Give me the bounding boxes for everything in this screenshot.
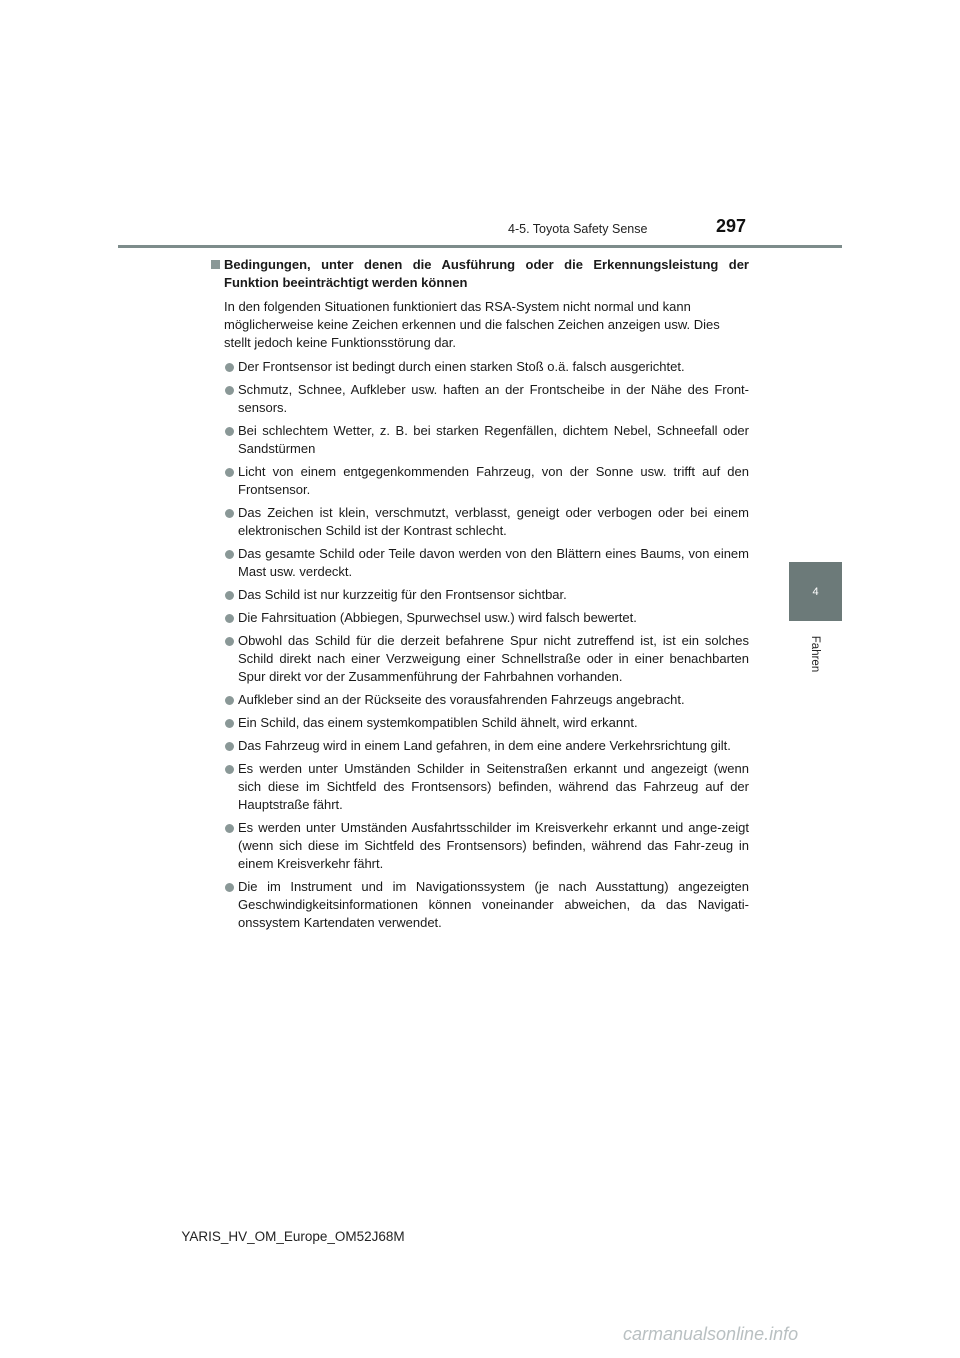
list-item bbox=[211, 422, 749, 458]
bullet-dot-icon bbox=[225, 386, 234, 395]
list-item bbox=[211, 632, 749, 686]
list-item bbox=[211, 586, 749, 604]
bullet-dot-icon bbox=[225, 363, 234, 372]
condition-list bbox=[211, 358, 749, 932]
section-title: 4-5. Toyota Safety Sense bbox=[508, 222, 648, 236]
list-item-text: Die Fahrsituation (Abbiegen, Spurwechsel usw.) wird falsch bewertet. bbox=[238, 610, 637, 625]
list-item bbox=[211, 691, 749, 709]
bullet-dot-icon bbox=[225, 427, 234, 436]
list-item-text: Schmutz, Schnee, Aufkleber usw. haften an der Frontscheibe in der Nähe des Front-sensors. bbox=[238, 382, 749, 415]
list-item bbox=[211, 760, 749, 814]
list-item-text: Bei schlechtem Wetter, z. B. bei starken Regenfällen, dichtem Nebel, Schneefall oder Sandstürmen bbox=[238, 423, 749, 456]
list-item-text: Es werden unter Umständen Schilder in Seitenstraßen erkannt und angezeigt (wenn sich diese im Sichtfeld des Frontsensors) befinden, während das Fahrzeug auf der Hauptstraße fährt. bbox=[238, 761, 749, 812]
list-item bbox=[211, 609, 749, 627]
bullet-dot-icon bbox=[225, 591, 234, 600]
bullet-dot-icon bbox=[225, 765, 234, 774]
list-item-text: Das gesamte Schild oder Teile davon werden von den Blättern eines Baums, von einem Mast usw. verdeckt. bbox=[238, 546, 749, 579]
list-item bbox=[211, 714, 749, 732]
section-heading-text: Bedingungen, unter denen die Ausführung oder die Erkennungsleistung der Funktion beeinträchtigt werden können bbox=[224, 257, 749, 290]
document-code: YARIS_HV_OM_Europe_OM52J68M bbox=[181, 1229, 405, 1244]
bullet-dot-icon bbox=[225, 637, 234, 646]
bullet-dot-icon bbox=[225, 509, 234, 518]
bullet-dot-icon bbox=[225, 719, 234, 728]
list-item-text: Der Frontsensor ist bedingt durch einen starken Stoß o.ä. falsch ausgerichtet. bbox=[238, 359, 685, 374]
square-bullet-icon bbox=[211, 260, 220, 269]
bullet-dot-icon bbox=[225, 742, 234, 751]
intro-paragraph: In den folgenden Situationen funktioniert das RSA-System nicht normal und kann möglicherweise keine Zeichen erkennen und die falschen Zeichen anzeigen usw. Dies stellt jedoch keine Funktionsstörung dar. bbox=[224, 299, 720, 350]
bullet-dot-icon bbox=[225, 696, 234, 705]
list-item bbox=[211, 463, 749, 499]
list-item-text: Das Schild ist nur kurzzeitig für den Frontsensor sichtbar. bbox=[238, 587, 567, 602]
chapter-title: Fahren bbox=[809, 635, 822, 673]
list-item bbox=[211, 545, 749, 581]
list-item bbox=[211, 737, 749, 755]
list-item-text: Das Zeichen ist klein, verschmutzt, verblasst, geneigt oder verbogen oder bei einem elektronischen Schild ist der Kontrast schlecht. bbox=[238, 505, 749, 538]
list-item-text: Ein Schild, das einem systemkompatiblen Schild ähnelt, wird erkannt. bbox=[238, 715, 638, 730]
list-item-text: Obwohl das Schild für die derzeit befahrene Spur nicht zutreffend ist, ist ein solches Schild direkt nach einer Verzweigung einer Schnellstraße oder in einer benachbarten Spur direkt vor der Zusammenführung der Fahrbahnen vorhanden. bbox=[238, 633, 749, 684]
list-item-text: Aufkleber sind an der Rückseite des vorausfahrenden Fahrzeugs angebracht. bbox=[238, 692, 685, 707]
list-item-text: Es werden unter Umständen Ausfahrtsschilder im Kreisverkehr erkannt und ange-zeigt (wenn sich diese im Sichtfeld des Frontsensors) befinden, während das Fahr-zeug in einem Kreisverkehr fährt. bbox=[238, 820, 749, 871]
page-number: 297 bbox=[716, 216, 747, 236]
list-item bbox=[211, 819, 749, 873]
list-item-text: Die im Instrument und im Navigationssystem (je nach Ausstattung) angezeigten Geschwindigkeitsinformationen können voneinander abweichen, da das Navigati-onssystem Kartendaten verwendet. bbox=[238, 879, 749, 930]
main-content bbox=[211, 256, 749, 937]
bullet-dot-icon bbox=[225, 614, 234, 623]
list-item-text: Das Fahrzeug wird in einem Land gefahren, in dem eine andere Verkehrsrichtung gilt. bbox=[238, 738, 731, 753]
chapter-number: 4 bbox=[812, 585, 819, 598]
section-heading bbox=[211, 256, 749, 292]
bullet-dot-icon bbox=[225, 550, 234, 559]
chapter-label bbox=[789, 624, 842, 684]
bullet-dot-icon bbox=[225, 468, 234, 477]
list-item bbox=[211, 381, 749, 417]
bullet-dot-icon bbox=[225, 883, 234, 892]
list-item bbox=[211, 358, 749, 376]
bullet-dot-icon bbox=[225, 824, 234, 833]
list-item bbox=[211, 504, 749, 540]
list-item-text: Licht von einem entgegenkommenden Fahrzeug, von der Sonne usw. trifft auf den Frontsensor. bbox=[238, 464, 749, 497]
watermark-text: carmanualsonline.info bbox=[623, 1324, 799, 1344]
list-item bbox=[211, 878, 749, 932]
header-divider bbox=[118, 245, 842, 248]
chapter-tab bbox=[789, 562, 842, 621]
